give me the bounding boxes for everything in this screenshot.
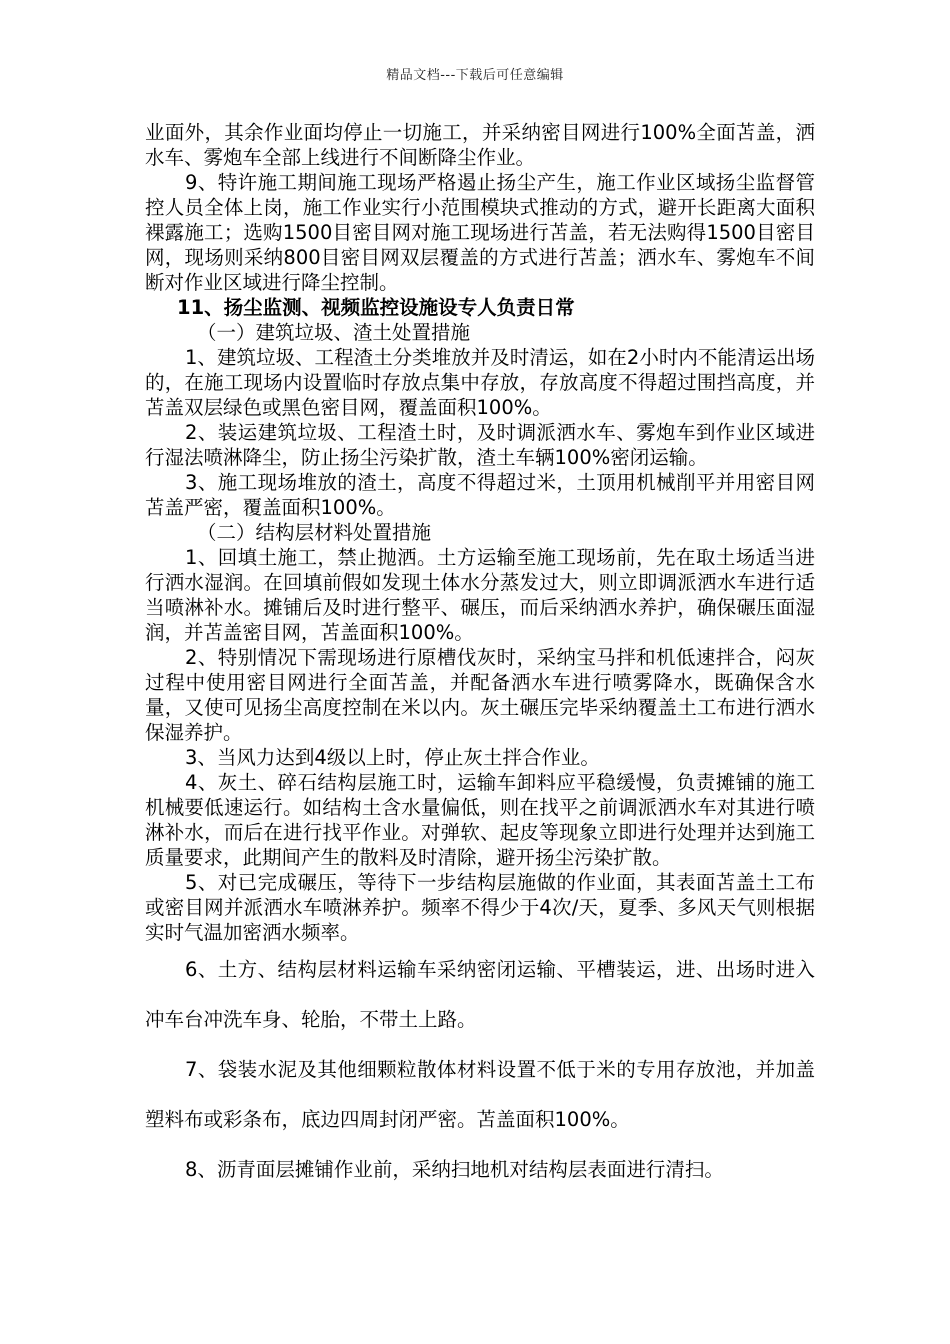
- paragraph-material-7: 7、袋装水泥及其他细颗粒散体材料设置不低于米的专用存放池，并加盖塑料布或彩条布，底边四周封闭严密。苫盖面积100%。: [145, 1058, 815, 1131]
- paragraph-material-4: 4、灰土、碎石结构层施工时，运输车卸料应平稳缓慢，负责摊铺的施工机械要低速运行。如结构土含水量偏低，则在找平之前调派洒水车对其进行喷淋补水，而后在进行找平作业。对弹软、起皮等现象立即进行处理并达到施工质量要求，此期间产生的散料及时清除，避开扬尘污染扩散。: [145, 771, 815, 869]
- paragraph-continuation: 业面外，其余作业面均停止一切施工，并采纳密目网进行100%全面苫盖，洒水车、雾炮车全部上线进行不间断降尘作业。: [145, 121, 815, 169]
- paragraph-waste-3: 3、施工现场堆放的渣土，高度不得超过米，土顶用机械削平并用密目网苫盖严密，覆盖面积100%。: [145, 471, 815, 519]
- paragraph-waste-1: 1、建筑垃圾、工程渣土分类堆放并及时清运，如在2小时内不能清运出场的，在施工现场内设置临时存放点集中存放，存放高度不得超过围挡高度，并苫盖双层绿色或黑色密目网，覆盖面积100%。: [145, 346, 815, 419]
- paragraph-material-1: 1、回填土施工，禁止抛洒。土方运输至施工现场前，先在取土场适当进行洒水湿润。在回填前假如发现土体水分蒸发过大，则立即调派洒水车进行适当喷淋补水。摊铺后及时进行整平、碾压，而后采纳洒水养护，确保碾压面湿润，并苫盖密目网，苫盖面积100%。: [145, 546, 815, 644]
- paragraph-material-8: 8、沥青面层摊铺作业前，采纳扫地机对结构层表面进行清扫。: [185, 1158, 724, 1181]
- paragraph-material-3: 3、当风力达到4级以上时，停止灰土拌合作业。: [185, 746, 600, 769]
- paragraph-material-6: 6、土方、结构层材料运输车采纳密闭运输、平槽装运，进、出场时进入冲车台冲洗车身、轮胎，不带土上路。: [145, 958, 815, 1031]
- paragraph-waste-2: 2、装运建筑垃圾、工程渣土时，及时调派洒水车、雾炮车到作业区域进行湿法喷淋降尘，防止扬尘污染扩散，渣土车辆100%密闭运输。: [145, 421, 815, 469]
- subsection-heading-2: （二）结构层材料处置措施: [197, 521, 432, 544]
- paragraph-material-2: 2、特别情况下需现场进行原槽伐灰时，采纳宝马拌和机低速拌合，闷灰过程中使用密目网进行全面苫盖，并配备洒水车进行喷雾降水，既确保含水量，又使可见扬尘高度控制在米以内。灰土碾压完毕采纳覆盖土工布进行洒水保湿养护。: [145, 646, 815, 744]
- paragraph-material-5: 5、对已完成碾压，等待下一步结构层施做的作业面，其表面苫盖土工布或密目网并派洒水车喷淋养护。频率不得少于4次/天，夏季、多风天气则根据实时气温加密洒水频率。: [145, 871, 815, 944]
- subsection-heading-1: （一）建筑垃圾、渣土处置措施: [197, 321, 471, 344]
- section-heading-11: 11、扬尘监测、视频监控设施设专人负责日常: [177, 296, 575, 319]
- paragraph-item-9: 9、特许施工期间施工现场严格遏止扬尘产生，施工作业区域扬尘监督管控人员全体上岗，施工作业实行小范围模块式推动的方式，避开长距离大面积裸露施工；选购1500目密目网对施工现场进行苫盖，若无法购得1500目密目网，现场则采纳800目密目网双层覆盖的方式进行苫盖；洒水车、雾炮车不间断对作业区域进行降尘控制。: [145, 171, 815, 294]
- document-body: [145, 120, 815, 1195]
- page-header: 精品文档---下载后可任意编辑: [386, 68, 564, 83]
